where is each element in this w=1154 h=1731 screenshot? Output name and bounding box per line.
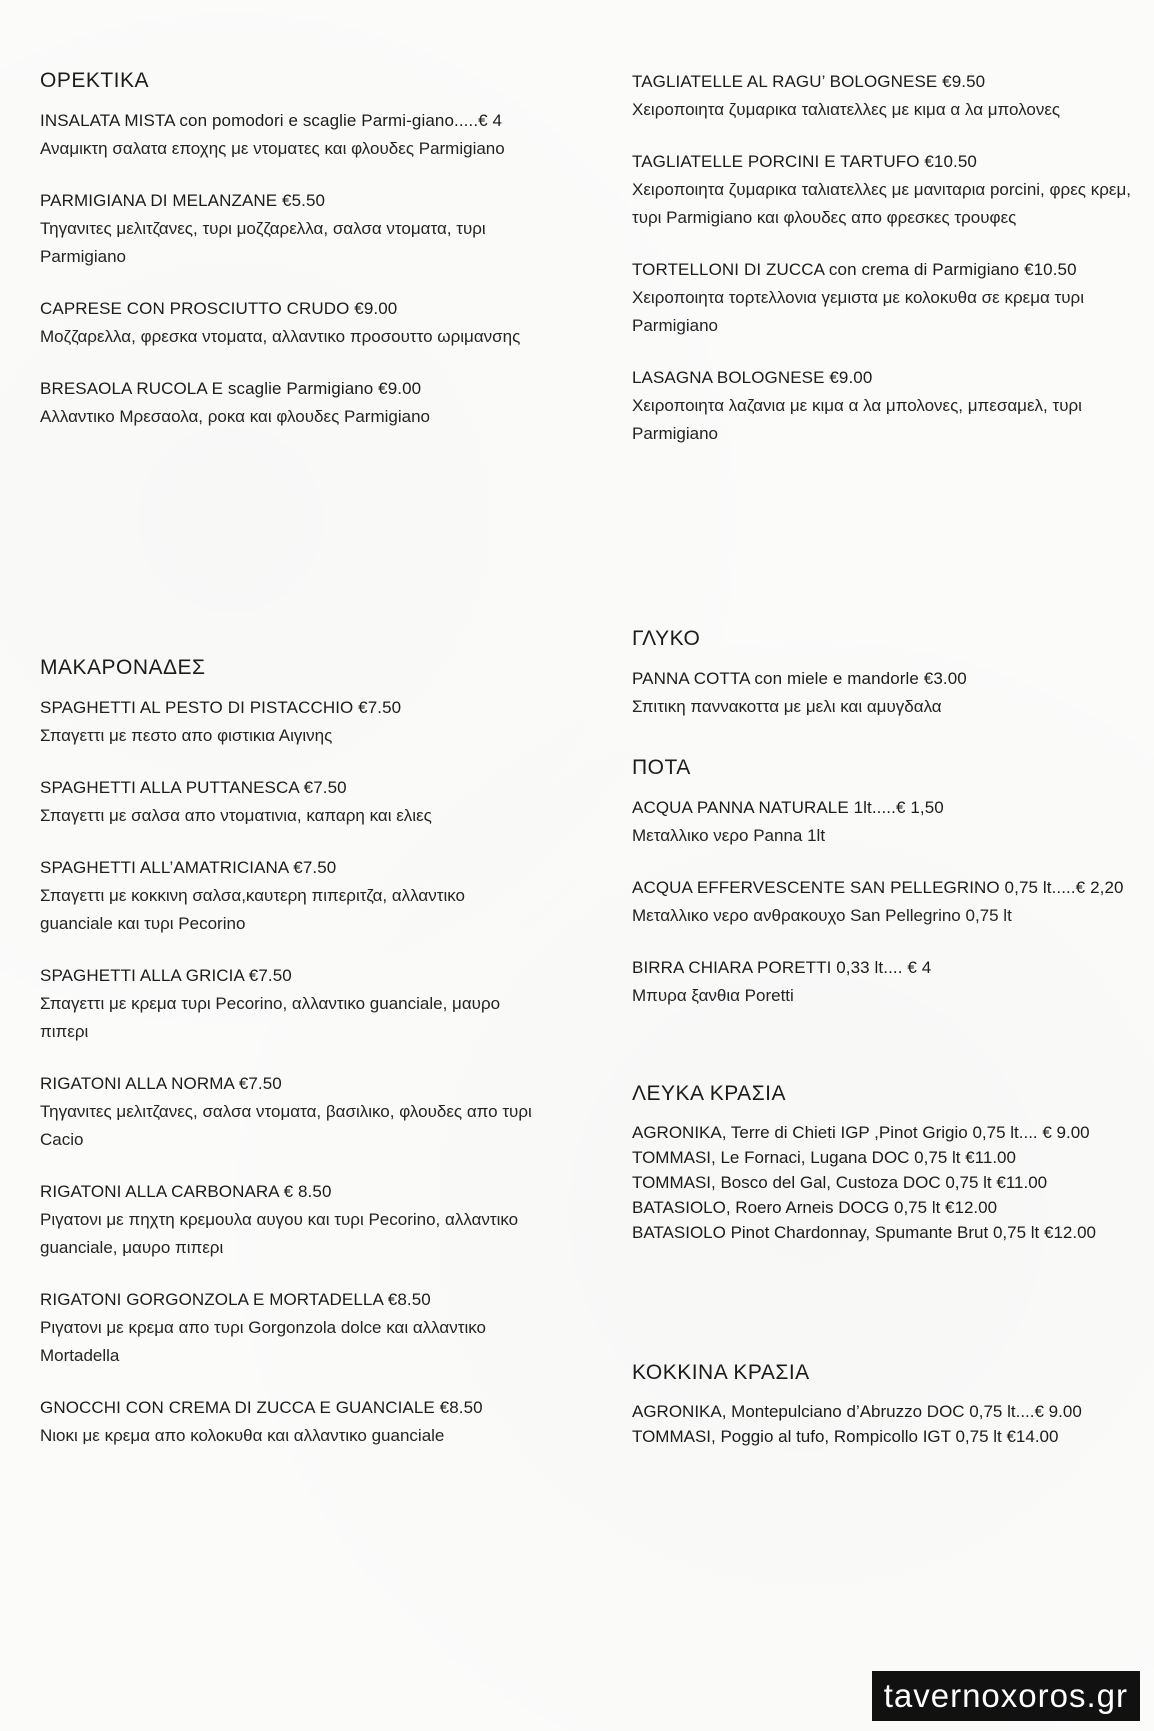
white-wines-section <box>632 1083 1132 1245</box>
menu-item-description: Χειροποιητα λαζανια με κιμα α λα μπολονες, μπεσαμελ, τυρι Parmigiano <box>632 396 1082 443</box>
menu-item-title: PARMIGIANA DI MELANZANE €5.50 <box>40 191 326 210</box>
drinks-title: ΠΟΤΑ <box>632 756 691 779</box>
menu-item <box>40 187 540 271</box>
menu-item <box>632 794 1132 850</box>
menu-item-title: SPAGHETTI ALLA PUTTANESCA €7.50 <box>40 778 347 797</box>
menu-item-description: Αλλαντικο Μρεσαολα, ροκα και φλουδες Parmigiano <box>40 407 430 426</box>
wine-line: TOMMASI, Le Fornaci, Lugana DOC 0,75 lt €11.00 <box>632 1148 1016 1167</box>
menu-item-description: Σπαγεττι με πεστο απο φιστικια Αιγινης <box>40 726 333 745</box>
menu-item-description: Ριγατονι με κρεμα απο τυρι Gorgonzola dolce και αλλαντικο Mortadella <box>40 1318 486 1365</box>
menu-item-description: Σπιτικη παννακοττα με μελι και αμυγδαλα <box>632 697 942 716</box>
menu-item-description: Τηγανιτες μελιτζανες, τυρι μοζζαρελλα, σαλσα ντοματα, τυρι Parmigiano <box>40 219 486 266</box>
menu-item <box>632 256 1132 340</box>
menu-item-title: CAPRESE CON PROSCIUTTO CRUDO €9.00 <box>40 299 398 318</box>
white-wines-title: ΛΕΥΚΑ ΚΡΑΣΙΑ <box>632 1082 787 1105</box>
menu-item-description: Νιοκι με κρεμα απο κολοκυθα και αλλαντικο guanciale <box>40 1426 445 1445</box>
pasta-section-title: ΜΑΚΑΡΟΝΑΔΕΣ <box>40 656 206 679</box>
menu-item <box>40 107 540 163</box>
pasta-section <box>40 657 540 1474</box>
menu-item <box>40 375 540 431</box>
menu-item-description: Χειροποιητα ζυμαρικα ταλιατελλες με μανιταρια porcini, φρες κρεμ, τυρι Parmigiano και φλουδες απο φρεσκες τρουφες <box>632 180 1131 227</box>
menu-item <box>40 774 540 830</box>
menu-item-title: RIGATONI GORGONZOLA E MORTADELLA €8.50 <box>40 1290 431 1309</box>
menu-item-description: Σπαγεττι με σαλσα απο ντοματινια, καπαρη και ελιες <box>40 806 432 825</box>
wine-line: TOMMASI, Poggio al tufo, Rompicollo IGT 0,75 lt €14.00 <box>632 1427 1059 1446</box>
menu-item <box>40 854 540 938</box>
menu-item-title: TORTELLONI DI ZUCCA con crema di Parmigiano €10.50 <box>632 260 1077 279</box>
appetizers-title: ΟΡΕΚΤΙΚΑ <box>40 69 150 92</box>
menu-item-description: Ριγατονι με πηχτη κρεμουλα αυγου και τυρι Pecorino, αλλαντικο guanciale, μαυρο πιπερι <box>40 1210 519 1257</box>
menu-item-title: ACQUA EFFERVESCENTE SAN PELLEGRINO 0,75 lt.....€ 2,20 <box>632 878 1124 897</box>
menu-item-description: Αναμικτη σαλατα εποχης με ντοματες και φλουδες Parmigiano <box>40 139 505 158</box>
menu-item <box>40 1286 540 1370</box>
menu-item-title: TAGLIATELLE PORCINI E TARTUFO €10.50 <box>632 152 977 171</box>
menu-item-description: Μπυρα ξανθια Poretti <box>632 986 794 1005</box>
menu-item <box>40 1070 540 1154</box>
wine-line: BATASIOLO, Roero Arneis DOCG 0,75 lt €12.00 <box>632 1198 998 1217</box>
menu-item-description: Τηγανιτες μελιτζανες, σαλσα ντοματα, βασιλικο, φλουδες απο τυρι Cacio <box>40 1102 532 1149</box>
wine-line: AGRONIKA, Terre di Chieti IGP ,Pinot Grigio 0,75 lt.... € 9.00 <box>632 1123 1090 1142</box>
menu-item-title: RIGATONI ALLA CARBONARA € 8.50 <box>40 1182 332 1201</box>
menu-item-title: TAGLIATELLE AL RAGU’ BOLOGNESE €9.50 <box>632 72 986 91</box>
menu-item <box>40 1178 540 1262</box>
red-wines-section <box>632 1362 1132 1449</box>
menu-item <box>40 1394 540 1450</box>
menu-item-title: PANNA COTTA con miele e mandorle €3.00 <box>632 669 967 688</box>
wine-line: BATASIOLO Pinot Chardonnay, Spumante Brut 0,75 lt €12.00 <box>632 1223 1096 1242</box>
menu-item <box>632 874 1132 930</box>
menu-item-title: SPAGHETTI AL PESTO DI PISTACCHIO €7.50 <box>40 698 402 717</box>
menu-item-title: GNOCCHI CON CREMA DI ZUCCA E GUANCIALE €8.50 <box>40 1398 483 1417</box>
wine-line: TOMMASI, Bosco del Gal, Custoza DOC 0,75 lt €11.00 <box>632 1173 1048 1192</box>
menu-item <box>632 954 1132 1010</box>
dessert-section <box>632 628 1132 745</box>
menu-item-description: Μεταλλικο νερο ανθρακουχο San Pellegrino 0,75 lt <box>632 906 1012 925</box>
menu-item-description: Χειροποιητα ζυμαρικα ταλιατελλες με κιμα α λα μπολονες <box>632 100 1061 119</box>
right-pasta-section <box>632 68 1132 472</box>
menu-item <box>632 364 1132 448</box>
wine-line: AGRONIKA, Montepulciano d’Abruzzo DOC 0,75 lt....€ 9.00 <box>632 1402 1082 1421</box>
menu-item <box>40 295 540 351</box>
menu-item-description: Σπαγεττι με κρεμα τυρι Pecorino, αλλαντικο guanciale, μαυρο πιπερι <box>40 994 501 1041</box>
dessert-title: ΓΛΥΚΟ <box>632 627 701 650</box>
menu-item <box>632 68 1132 124</box>
drinks-section <box>632 757 1132 1034</box>
menu-item-title: BRESAOLA RUCOLA E scaglie Parmigiano €9.00 <box>40 379 422 398</box>
menu-item-title: LASAGNA BOLOGNESE €9.00 <box>632 368 873 387</box>
menu-item-title: RIGATONI ALLA NORMA €7.50 <box>40 1074 282 1093</box>
menu-item-description: Χειροποιητα τορτελλονια γεμιστα με κολοκυθα σε κρεμα τυρι Parmigiano <box>632 288 1084 335</box>
menu-item <box>632 665 1132 721</box>
menu-item-description: Σπαγεττι με κοκκινη σαλσα,καυτερη πιπεριτζα, αλλαντικο guanciale και τυρι Pecorino <box>40 886 465 933</box>
menu-item <box>632 148 1132 232</box>
red-wines-title: ΚΟΚΚΙΝΑ ΚΡΑΣΙΑ <box>632 1361 810 1384</box>
menu-item-title: ACQUA PANNA NATURALE 1lt.....€ 1,50 <box>632 798 944 817</box>
menu-item-description: Μεταλλικο νερο Panna 1lt <box>632 826 826 845</box>
appetizers-section <box>40 70 540 455</box>
watermark: tavernoxoros.gr <box>872 1671 1140 1721</box>
menu-item <box>40 962 540 1046</box>
menu-item-title: BIRRA CHIARA PORETTI 0,33 lt.... € 4 <box>632 958 932 977</box>
menu-item-title: SPAGHETTI ALLA GRICIA €7.50 <box>40 966 292 985</box>
menu-item-title: INSALATA MISTA con pomodori e scaglie Parmi-giano.....€ 4 <box>40 111 503 130</box>
menu-item-description: Μοζζαρελλα, φρεσκα ντοματα, αλλαντικο προσουττο ωριμανσης <box>40 327 521 346</box>
menu-item-title: SPAGHETTI ALL’AMATRICIANA €7.50 <box>40 858 337 877</box>
menu-item <box>40 694 540 750</box>
